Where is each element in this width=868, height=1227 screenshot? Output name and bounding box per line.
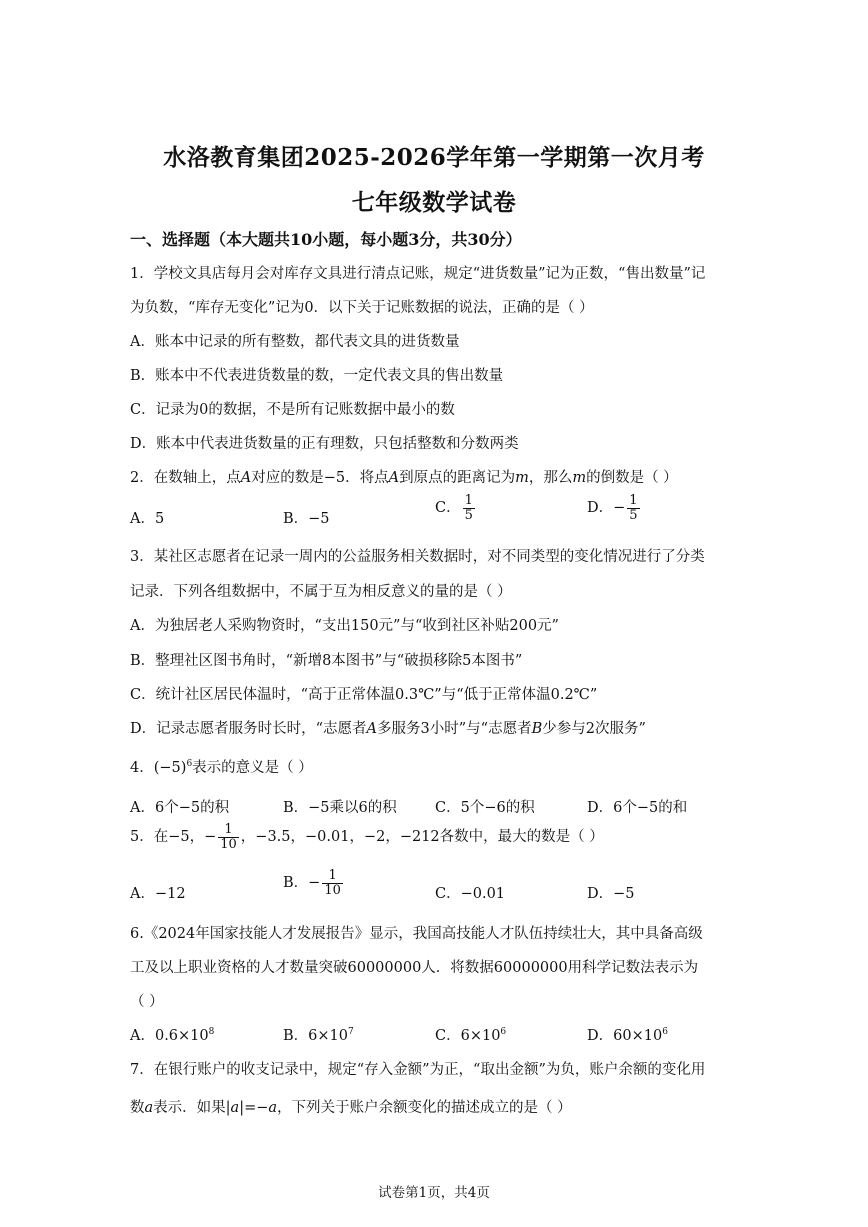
q5-stem: 5．在−5，− $\frac{1}{10}$ ，−3.5，−0.01，−2，−212各数中，最大的数是（ ） — [130, 822, 604, 852]
q3-option-b: B．整理社区图书角时，“新增8本图书”与“破损移除5本图书” — [130, 653, 523, 669]
q1-option-d: D．账本中代表进货数量的正有理数，只包括整数和分数两类 — [130, 436, 519, 452]
q5-option-d: D．−5 — [587, 886, 635, 902]
exam-subtitle: 七年级数学试卷 — [351, 189, 517, 216]
q1-option-c: C．记录为0的数据，不是所有记账数据中最小的数 — [130, 402, 455, 418]
q2-option-d: D．− $\frac{1}{5}$ — [587, 493, 638, 523]
section-heading: 一、选择题（本大题共10小题，每小题3分，共30分） — [130, 230, 522, 249]
q6-stem-line1: 6.《2024年国家技能人才发展报告》显示，我国高技能人才队伍持续壮大，其中具备高级 — [130, 926, 703, 942]
q3-option-a: A．为独居老人采购物资时，“支出150元”与“收到社区补贴200元” — [130, 618, 559, 634]
fraction: $\frac{1}{5}$ — [464, 493, 473, 523]
fraction: $\frac{1}{10}$ — [220, 822, 237, 852]
q2-option-c: C． $\frac{1}{5}$ — [435, 493, 473, 523]
q1-stem-line1: 1．学校文具店每月会对库存文具进行清点记账，规定“进货数量”记为正数，“售出数量”记 — [130, 266, 706, 282]
q6-option-d: D．$60\times 10^6$ — [587, 1027, 668, 1044]
q3-option-d: D．记录志愿者服务时长时，“志愿者A多服务3小时”与“志愿者B少参与2次服务” — [130, 721, 646, 737]
q3-stem-line2: 记录．下列各组数据中，不属于互为相反意义的量的是（ ） — [130, 584, 512, 600]
q1-option-a: A．账本中记录的所有整数，都代表文具的进货数量 — [130, 334, 460, 350]
fraction: $\frac{1}{5}$ — [629, 493, 638, 523]
q7-stem-line2: 数a表示．如果|a|=−a，下列关于账户余额变化的描述成立的是（ ） — [130, 1100, 572, 1116]
q2-option-b: B．−5 — [283, 511, 330, 527]
q1-stem-line2: 为负数，“库存无变化”记为0．以下关于记账数据的说法，正确的是（ ） — [130, 300, 594, 316]
q6-option-b: B．$6\times 10^7$ — [283, 1027, 354, 1044]
q6-stem-line2: 工及以上职业资格的人才数量突破60000000人．将数据60000000用科学记数法表示为 — [130, 960, 699, 976]
q5-option-b: B．− $\frac{1}{10}$ — [283, 868, 341, 898]
q6-option-a: A．$0.6\times 10^8$ — [130, 1027, 215, 1044]
q4-option-b: B．−5乘以6的积 — [283, 800, 397, 816]
q7-stem-line1: 7．在银行账户的收支记录中，规定“存入金额”为正，“取出金额”为负，账户余额的变化用 — [130, 1062, 706, 1078]
q2-stem: 2．在数轴上，点A对应的数是−5．将点A到原点的距离记为m，那么m的倒数是（ ） — [130, 470, 678, 486]
q2-option-a: A．5 — [130, 511, 165, 527]
q3-stem-line1: 3．某社区志愿者在记录一周内的公益服务相关数据时，对不同类型的变化情况进行了分类 — [130, 549, 705, 565]
q6-option-c: C．$6\times 10^6$ — [435, 1027, 507, 1044]
q4-stem: 4．$(-5)^6$表示的意义是（ ） — [130, 759, 313, 776]
page-footer: 试卷第1页，共4页 — [378, 1185, 490, 1201]
q6-stem-line3: （ ） — [130, 994, 164, 1010]
exam-title: 水洛教育集团2025-2026学年第一学期第一次月考 — [163, 144, 705, 171]
q4-option-c: C．5个−6的积 — [435, 800, 535, 816]
q5-option-c: C．−0.01 — [435, 886, 506, 902]
q3-option-c: C．统计社区居民体温时，“高于正常体温0.3℃”与“低于正常体温0.2℃” — [130, 687, 598, 703]
q4-option-a: A．6个−5的积 — [130, 800, 230, 816]
q5-option-a: A．−12 — [130, 886, 186, 902]
q4-option-d: D．6个−5的和 — [587, 800, 688, 816]
fraction: $\frac{1}{10}$ — [324, 868, 341, 898]
q1-option-b: B．账本中不代表进货数量的数，一定代表文具的售出数量 — [130, 368, 504, 384]
